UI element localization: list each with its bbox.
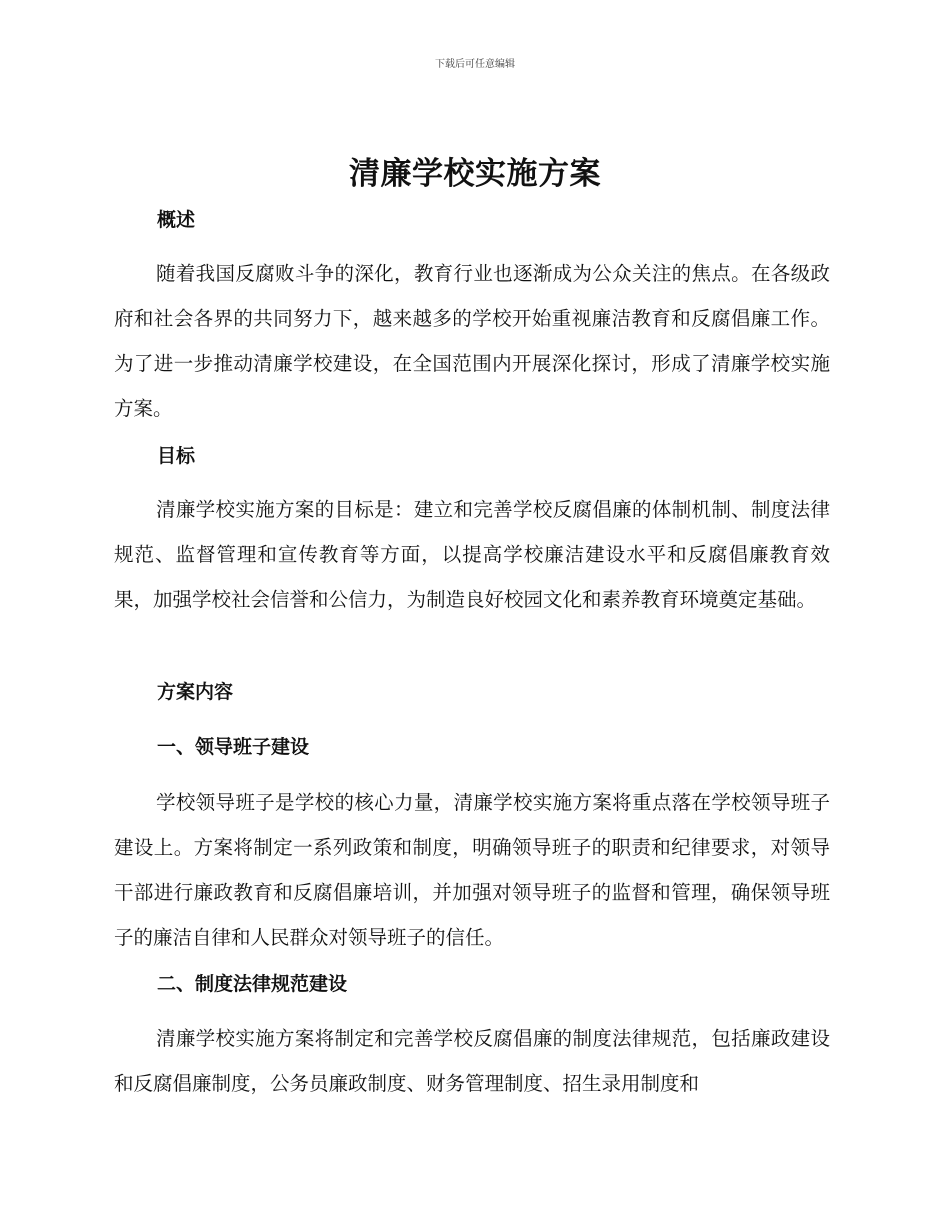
paragraph-regulation: 清廉学校实施方案将制定和完善学校反腐倡廉的制度法律规范，包括廉政建设和反腐倡廉制度，公务员廉政制度、财务管理制度、招生录用制度和 <box>114 1027 830 1095</box>
paragraph-overview: 随着我国反腐败斗争的深化，教育行业也逐渐成为公众关注的焦点。在各级政府和社会各界的共同努力下，越来越多的学校开始重视廉洁教育和反腐倡廉工作。为了进一步推动清廉学校建设，在全国范围内开展深化探讨，形成了清廉学校实施方案。 <box>114 262 830 420</box>
paragraph-leadership: 学校领导班子是学校的核心力量，清廉学校实施方案将重点落在学校领导班子建设上。方案将制定一系列政策和制度，明确领导班子的职责和纪律要求，对领导干部进行廉政教育和反腐倡廉培训，并加强对领导班子的监督和管理，确保领导班子的廉洁自律和人民群众对领导班子的信任。 <box>114 791 830 949</box>
section-heading-overview: 概述 <box>157 209 196 231</box>
section-heading-leadership: 一、领导班子建设 <box>157 736 310 758</box>
section-heading-regulation: 二、制度法律规范建设 <box>157 973 348 995</box>
section-heading-content: 方案内容 <box>157 681 234 703</box>
page-header-note: 下载后可任意编辑 <box>435 59 515 70</box>
document-title: 清廉学校实施方案 <box>349 156 601 192</box>
paragraph-goal: 清廉学校实施方案的目标是：建立和完善学校反腐倡廉的体制机制、制度法律规范、监督管理和宣传教育等方面，以提高学校廉洁建设水平和反腐倡廉教育效果，加强学校社会信誉和公信力，为制造良好校园文化和素养教育环境奠定基础。 <box>114 498 830 611</box>
section-heading-goal: 目标 <box>157 445 196 467</box>
